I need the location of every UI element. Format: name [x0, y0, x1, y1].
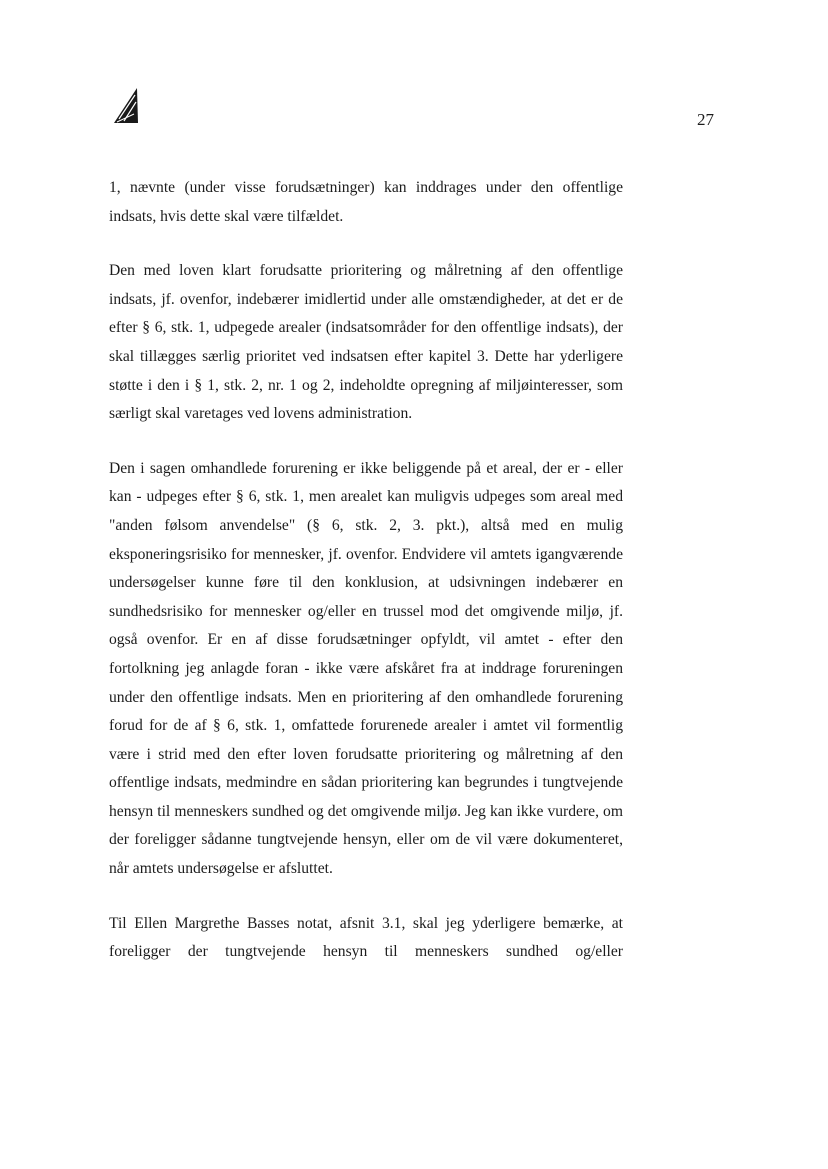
paragraph-2: Den med loven klart forudsatte prioritering og målretning af den offentlige indsats, jf. ovenfor, indebærer imidlertid under alle omstændigheder, at det er de efter § 6, stk. 1, udpegede arealer (indsatsområder for den offentlige indsats), der skal tillægges særlig prioritet ved indsatsen efter kapitel 3. Dette har yderligere støtte i den i § 1, stk. 2, nr. 1 og 2, indeholdte opregning af miljøinteresser, som særligt skal varetages ved lovens administration.: [109, 262, 623, 423]
triangle-logo-icon: [113, 88, 139, 124]
paragraph-3: Den i sagen omhandlede forurening er ikke beliggende på et areal, der er - eller kan - udpeges efter § 6, stk. 1, men arealet kan muligvis udpeges som areal med "anden følsom anvendelse" (§ 6, stk. 2, 3. pkt.), altså med en mulig eksponeringsrisiko for mennesker, jf. ovenfor. Endvidere vil amtets igangværende undersøgelser kunne føre til den konklusion, at udsivningen indebærer en sundhedsrisiko for mennesker og/eller en trussel mod det omgivende miljø, jf. også ovenfor. Er en af disse forudsætninger opfyldt, vil amtet - efter den fortolkning jeg anlagde foran - ikke være afskåret fra at inddrage forureningen under den offentlige indsats. Men en prioritering af den omhandlede forurening forud for de af § 6, stk. 1, omfattede forurenede arealer i amtet vil formentlig være i strid med den efter loven forudsatte prioritering og målretning af den offentlige indsats, medmindre en sådan prioritering kan begrundes i tungtvejende hensyn til menneskers sundhed og det omgivende miljø. Jeg kan ikke vurdere, om der foreligger sådanne tungtvejende hensyn, eller om de vil være dokumenteret, når amtets undersøgelse er afsluttet.: [109, 459, 623, 878]
paragraph-4: Til Ellen Margrethe Basses notat, afsnit 3.1, skal jeg yderligere bemærke, at foreligger der tungtvejende hensyn til menneskers sundhed og/eller: [109, 914, 623, 961]
page-number: 27: [697, 110, 714, 129]
document-body: [109, 174, 623, 967]
paragraph-1: 1, nævnte (under visse forudsætninger) kan inddrages under den offentlige indsats, hvis dette skal være tilfældet.: [109, 179, 623, 225]
